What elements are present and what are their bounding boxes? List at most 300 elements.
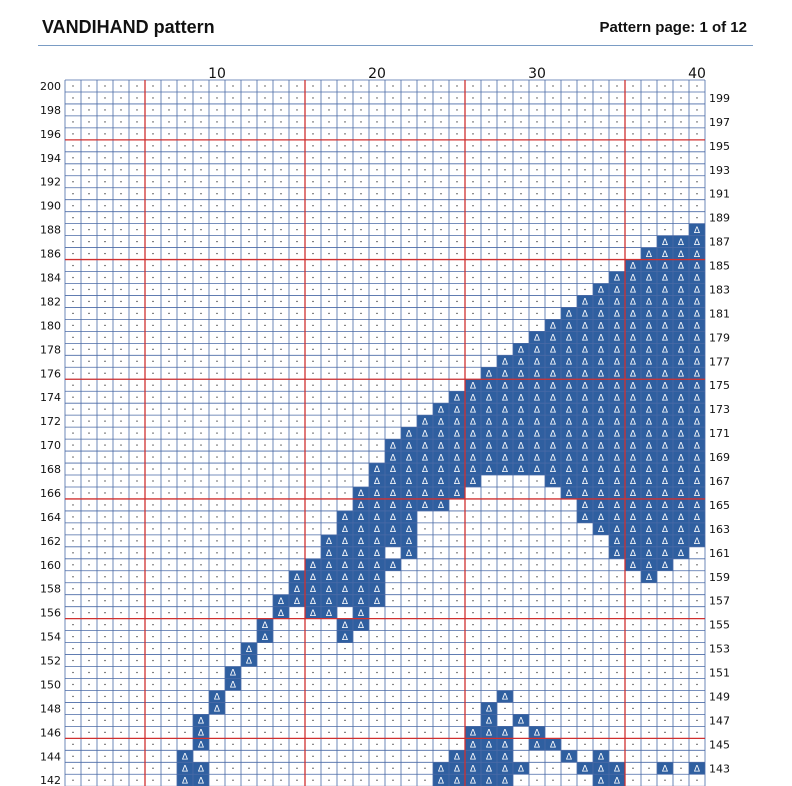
grid-dot bbox=[120, 181, 121, 182]
grid-dot bbox=[392, 433, 393, 434]
grid-dot bbox=[344, 229, 345, 230]
grid-dot bbox=[264, 421, 265, 422]
grid-dot bbox=[376, 265, 377, 266]
stitch-symbol: Δ bbox=[613, 405, 621, 416]
grid-dot bbox=[520, 540, 521, 541]
grid-dot bbox=[392, 552, 393, 553]
grid-dot bbox=[568, 516, 569, 517]
grid-dot bbox=[520, 217, 521, 218]
grid-dot bbox=[328, 325, 329, 326]
stitch-symbol: Δ bbox=[549, 453, 557, 464]
stitch-symbol: Δ bbox=[309, 584, 317, 595]
grid-dot bbox=[232, 85, 233, 86]
stitch-symbol: Δ bbox=[661, 369, 669, 380]
grid-dot bbox=[440, 385, 441, 386]
stitch-symbol: Δ bbox=[549, 345, 557, 356]
stitch-symbol: Δ bbox=[645, 333, 653, 344]
grid-dot bbox=[600, 265, 601, 266]
grid-dot bbox=[600, 624, 601, 625]
grid-dot bbox=[472, 217, 473, 218]
grid-dot bbox=[664, 217, 665, 218]
grid-dot bbox=[584, 612, 585, 613]
grid-dot bbox=[72, 600, 73, 601]
grid-dot bbox=[600, 540, 601, 541]
grid-dot bbox=[616, 684, 617, 685]
grid-dot bbox=[88, 157, 89, 158]
grid-dot bbox=[408, 660, 409, 661]
grid-dot bbox=[88, 169, 89, 170]
grid-dot bbox=[280, 205, 281, 206]
grid-dot bbox=[616, 756, 617, 757]
grid-dot bbox=[584, 217, 585, 218]
grid-dot bbox=[312, 444, 313, 445]
grid-dot bbox=[328, 421, 329, 422]
stitch-symbol: Δ bbox=[693, 261, 701, 272]
grid-dot bbox=[312, 684, 313, 685]
grid-dot bbox=[376, 253, 377, 254]
grid-dot bbox=[312, 421, 313, 422]
grid-dot bbox=[408, 253, 409, 254]
stitch-symbol: Δ bbox=[469, 381, 477, 392]
grid-dot bbox=[200, 169, 201, 170]
grid-dot bbox=[104, 540, 105, 541]
grid-dot bbox=[488, 97, 489, 98]
grid-dot bbox=[408, 337, 409, 338]
grid-dot bbox=[216, 576, 217, 577]
grid-dot bbox=[296, 289, 297, 290]
grid-dot bbox=[248, 444, 249, 445]
stitch-symbol: Δ bbox=[581, 764, 589, 775]
grid-dot bbox=[488, 672, 489, 673]
grid-dot bbox=[280, 540, 281, 541]
stitch-symbol: Δ bbox=[581, 357, 589, 368]
grid-dot bbox=[680, 85, 681, 86]
grid-dot bbox=[232, 588, 233, 589]
grid-dot bbox=[104, 169, 105, 170]
stitch-symbol: Δ bbox=[549, 357, 557, 368]
grid-dot bbox=[248, 373, 249, 374]
grid-dot bbox=[280, 468, 281, 469]
grid-dot bbox=[680, 109, 681, 110]
stitch-symbol: Δ bbox=[677, 273, 685, 284]
grid-dot bbox=[568, 780, 569, 781]
grid-dot bbox=[536, 516, 537, 517]
grid-dot bbox=[184, 648, 185, 649]
grid-dot bbox=[248, 768, 249, 769]
grid-dot bbox=[312, 229, 313, 230]
grid-dot bbox=[424, 241, 425, 242]
grid-dot bbox=[456, 349, 457, 350]
grid-dot bbox=[488, 205, 489, 206]
grid-dot bbox=[264, 337, 265, 338]
stitch-symbol: Δ bbox=[645, 369, 653, 380]
grid-dot bbox=[456, 241, 457, 242]
grid-dot bbox=[536, 660, 537, 661]
grid-dot bbox=[696, 133, 697, 134]
grid-dot bbox=[168, 480, 169, 481]
grid-dot bbox=[184, 313, 185, 314]
grid-dot bbox=[536, 301, 537, 302]
grid-dot bbox=[632, 241, 633, 242]
grid-dot bbox=[216, 169, 217, 170]
grid-dot bbox=[104, 732, 105, 733]
grid-dot bbox=[648, 109, 649, 110]
grid-dot bbox=[72, 253, 73, 254]
grid-dot bbox=[520, 157, 521, 158]
grid-dot bbox=[120, 265, 121, 266]
grid-dot bbox=[120, 121, 121, 122]
grid-dot bbox=[280, 409, 281, 410]
grid-dot bbox=[264, 157, 265, 158]
grid-dot bbox=[392, 421, 393, 422]
stitch-symbol: Δ bbox=[661, 393, 669, 404]
grid-dot bbox=[616, 265, 617, 266]
grid-dot bbox=[408, 157, 409, 158]
stitch-symbol: Δ bbox=[485, 728, 493, 739]
grid-dot bbox=[72, 684, 73, 685]
grid-dot bbox=[88, 409, 89, 410]
grid-dot bbox=[536, 313, 537, 314]
grid-dot bbox=[328, 516, 329, 517]
grid-dot bbox=[440, 528, 441, 529]
stitch-symbol: Δ bbox=[565, 369, 573, 380]
row-number-label-right: 179 bbox=[709, 331, 730, 345]
grid-dot bbox=[296, 253, 297, 254]
grid-dot bbox=[280, 349, 281, 350]
grid-dot bbox=[408, 217, 409, 218]
grid-dot bbox=[392, 241, 393, 242]
row-number-label-left: 174 bbox=[40, 391, 61, 405]
stitch-symbol: Δ bbox=[501, 764, 509, 775]
grid-dot bbox=[312, 720, 313, 721]
grid-dot bbox=[520, 636, 521, 637]
grid-dot bbox=[568, 85, 569, 86]
grid-dot bbox=[168, 181, 169, 182]
stitch-symbol: Δ bbox=[629, 441, 637, 452]
grid-dot bbox=[472, 684, 473, 685]
grid-dot bbox=[88, 373, 89, 374]
grid-dot bbox=[520, 229, 521, 230]
grid-dot bbox=[696, 720, 697, 721]
grid-dot bbox=[152, 229, 153, 230]
grid-dot bbox=[200, 97, 201, 98]
stitch-symbol: Δ bbox=[517, 417, 525, 428]
grid-dot bbox=[104, 313, 105, 314]
grid-dot bbox=[616, 624, 617, 625]
grid-dot bbox=[328, 492, 329, 493]
grid-dot bbox=[120, 480, 121, 481]
stitch-symbol: Δ bbox=[565, 345, 573, 356]
grid-dot bbox=[424, 648, 425, 649]
stitch-symbol: Δ bbox=[485, 465, 493, 476]
grid-dot bbox=[248, 744, 249, 745]
grid-dot bbox=[568, 205, 569, 206]
grid-dot bbox=[248, 337, 249, 338]
grid-dot bbox=[104, 205, 105, 206]
grid-dot bbox=[376, 205, 377, 206]
grid-dot bbox=[392, 696, 393, 697]
stitch-symbol: Δ bbox=[677, 465, 685, 476]
grid-dot bbox=[440, 373, 441, 374]
grid-dot bbox=[408, 756, 409, 757]
grid-dot bbox=[520, 672, 521, 673]
grid-dot bbox=[88, 349, 89, 350]
stitch-symbol: Δ bbox=[581, 429, 589, 440]
grid-dot bbox=[312, 768, 313, 769]
grid-dot bbox=[408, 600, 409, 601]
grid-dot bbox=[392, 768, 393, 769]
grid-dot bbox=[632, 253, 633, 254]
grid-dot bbox=[216, 97, 217, 98]
grid-dot bbox=[152, 277, 153, 278]
grid-dot bbox=[104, 181, 105, 182]
grid-dot bbox=[664, 612, 665, 613]
grid-dot bbox=[232, 253, 233, 254]
grid-dot bbox=[104, 409, 105, 410]
grid-dot bbox=[392, 133, 393, 134]
grid-dot bbox=[72, 636, 73, 637]
grid-dot bbox=[504, 480, 505, 481]
grid-dot bbox=[152, 660, 153, 661]
grid-dot bbox=[136, 361, 137, 362]
grid-dot bbox=[456, 277, 457, 278]
grid-dot bbox=[648, 672, 649, 673]
grid-dot bbox=[616, 229, 617, 230]
grid-dot bbox=[280, 696, 281, 697]
grid-dot bbox=[360, 720, 361, 721]
grid-dot bbox=[184, 612, 185, 613]
grid-dot bbox=[88, 564, 89, 565]
grid-dot bbox=[664, 780, 665, 781]
grid-dot bbox=[440, 696, 441, 697]
grid-dot bbox=[120, 648, 121, 649]
grid-dot bbox=[120, 636, 121, 637]
grid-dot bbox=[344, 504, 345, 505]
grid-dot bbox=[568, 97, 569, 98]
grid-dot bbox=[584, 780, 585, 781]
grid-dot bbox=[424, 157, 425, 158]
grid-dot bbox=[72, 409, 73, 410]
grid-dot bbox=[88, 516, 89, 517]
grid-dot bbox=[408, 780, 409, 781]
grid-dot bbox=[328, 133, 329, 134]
grid-dot bbox=[424, 289, 425, 290]
grid-dot bbox=[264, 480, 265, 481]
grid-dot bbox=[392, 301, 393, 302]
grid-dot bbox=[88, 325, 89, 326]
grid-dot bbox=[200, 756, 201, 757]
stitch-symbol: Δ bbox=[341, 560, 349, 571]
row-number-label-right: 171 bbox=[709, 427, 730, 441]
grid-dot bbox=[584, 624, 585, 625]
grid-dot bbox=[264, 205, 265, 206]
stitch-symbol: Δ bbox=[613, 309, 621, 320]
grid-dot bbox=[232, 564, 233, 565]
grid-dot bbox=[376, 720, 377, 721]
grid-dot bbox=[184, 289, 185, 290]
stitch-symbol: Δ bbox=[645, 381, 653, 392]
grid-dot bbox=[88, 480, 89, 481]
stitch-symbol: Δ bbox=[373, 572, 381, 583]
grid-dot bbox=[200, 468, 201, 469]
grid-dot bbox=[184, 229, 185, 230]
stitch-symbol: Δ bbox=[613, 489, 621, 500]
grid-dot bbox=[232, 301, 233, 302]
stitch-symbol: Δ bbox=[613, 537, 621, 548]
grid-dot bbox=[88, 145, 89, 146]
grid-dot bbox=[136, 349, 137, 350]
grid-dot bbox=[536, 229, 537, 230]
grid-dot bbox=[264, 313, 265, 314]
grid-dot bbox=[264, 708, 265, 709]
stitch-symbol: Δ bbox=[389, 453, 397, 464]
stitch-symbol: Δ bbox=[405, 513, 413, 524]
grid-dot bbox=[200, 708, 201, 709]
stitch-symbol: Δ bbox=[341, 572, 349, 583]
grid-dot bbox=[168, 145, 169, 146]
grid-dot bbox=[520, 181, 521, 182]
grid-dot bbox=[200, 612, 201, 613]
grid-dot bbox=[104, 325, 105, 326]
grid-dot bbox=[392, 325, 393, 326]
grid-dot bbox=[424, 684, 425, 685]
stitch-symbol: Δ bbox=[453, 764, 461, 775]
grid-dot bbox=[360, 349, 361, 350]
grid-dot bbox=[584, 540, 585, 541]
grid-dot bbox=[88, 720, 89, 721]
grid-dot bbox=[104, 121, 105, 122]
row-number-label-right: 153 bbox=[709, 642, 730, 656]
grid-dot bbox=[696, 109, 697, 110]
row-number-label-left: 196 bbox=[40, 127, 61, 141]
stitch-symbol: Δ bbox=[661, 357, 669, 368]
grid-dot bbox=[392, 169, 393, 170]
grid-dot bbox=[328, 229, 329, 230]
grid-dot bbox=[568, 684, 569, 685]
page-title: VANDIHAND pattern bbox=[42, 17, 215, 37]
stitch-symbol: Δ bbox=[517, 393, 525, 404]
grid-dot bbox=[664, 708, 665, 709]
grid-dot bbox=[296, 169, 297, 170]
grid-dot bbox=[120, 516, 121, 517]
grid-dot bbox=[424, 516, 425, 517]
grid-dot bbox=[328, 85, 329, 86]
grid-dot bbox=[136, 744, 137, 745]
stitch-symbol: Δ bbox=[693, 525, 701, 536]
grid-dot bbox=[184, 468, 185, 469]
stitch-symbol: Δ bbox=[597, 405, 605, 416]
grid-dot bbox=[504, 337, 505, 338]
grid-dot bbox=[200, 265, 201, 266]
grid-dot bbox=[248, 133, 249, 134]
grid-dot bbox=[168, 660, 169, 661]
grid-dot bbox=[456, 576, 457, 577]
grid-dot bbox=[216, 301, 217, 302]
grid-dot bbox=[568, 241, 569, 242]
grid-dot bbox=[280, 325, 281, 326]
grid-dot bbox=[72, 193, 73, 194]
grid-dot bbox=[360, 277, 361, 278]
grid-dot bbox=[488, 253, 489, 254]
grid-dot bbox=[232, 756, 233, 757]
grid-dot bbox=[104, 361, 105, 362]
grid-dot bbox=[136, 636, 137, 637]
grid-dot bbox=[696, 672, 697, 673]
grid-dot bbox=[104, 277, 105, 278]
grid-dot bbox=[184, 193, 185, 194]
grid-dot bbox=[184, 456, 185, 457]
grid-dot bbox=[200, 301, 201, 302]
grid-dot bbox=[600, 241, 601, 242]
grid-dot bbox=[264, 409, 265, 410]
stitch-symbol: Δ bbox=[309, 572, 317, 583]
grid-dot bbox=[376, 768, 377, 769]
grid-dot bbox=[344, 444, 345, 445]
grid-dot bbox=[600, 253, 601, 254]
grid-dot bbox=[136, 480, 137, 481]
grid-dot bbox=[120, 492, 121, 493]
grid-dot bbox=[104, 193, 105, 194]
grid-dot bbox=[280, 301, 281, 302]
grid-dot bbox=[392, 217, 393, 218]
grid-dot bbox=[312, 516, 313, 517]
grid-dot bbox=[408, 109, 409, 110]
grid-dot bbox=[200, 289, 201, 290]
stitch-symbol: Δ bbox=[565, 393, 573, 404]
grid-dot bbox=[440, 564, 441, 565]
grid-dot bbox=[248, 229, 249, 230]
grid-dot bbox=[520, 648, 521, 649]
stitch-symbol: Δ bbox=[597, 501, 605, 512]
grid-dot bbox=[376, 385, 377, 386]
stitch-symbol: Δ bbox=[357, 608, 365, 619]
grid-dot bbox=[664, 648, 665, 649]
stitch-symbol: Δ bbox=[421, 489, 429, 500]
grid-dot bbox=[88, 133, 89, 134]
grid-dot bbox=[360, 756, 361, 757]
grid-dot bbox=[520, 277, 521, 278]
grid-dot bbox=[152, 385, 153, 386]
grid-dot bbox=[280, 756, 281, 757]
stitch-symbol: Δ bbox=[437, 405, 445, 416]
grid-dot bbox=[344, 241, 345, 242]
grid-dot bbox=[200, 648, 201, 649]
grid-dot bbox=[248, 205, 249, 206]
grid-dot bbox=[536, 121, 537, 122]
stitch-symbol: Δ bbox=[501, 405, 509, 416]
stitch-symbol: Δ bbox=[565, 752, 573, 763]
grid-dot bbox=[376, 169, 377, 170]
grid-dot bbox=[632, 133, 633, 134]
grid-dot bbox=[456, 744, 457, 745]
grid-dot bbox=[328, 157, 329, 158]
grid-dot bbox=[376, 121, 377, 122]
stitch-symbol: Δ bbox=[581, 465, 589, 476]
stitch-symbol: Δ bbox=[677, 405, 685, 416]
stitch-symbol: Δ bbox=[597, 345, 605, 356]
stitch-symbol: Δ bbox=[549, 441, 557, 452]
grid-dot bbox=[168, 600, 169, 601]
grid-dot bbox=[344, 217, 345, 218]
stitch-symbol: Δ bbox=[565, 441, 573, 452]
grid-dot bbox=[536, 504, 537, 505]
grid-dot bbox=[456, 181, 457, 182]
grid-dot bbox=[248, 588, 249, 589]
grid-dot bbox=[280, 385, 281, 386]
grid-dot bbox=[440, 612, 441, 613]
grid-dot bbox=[440, 732, 441, 733]
stitch-symbol: Δ bbox=[549, 429, 557, 440]
